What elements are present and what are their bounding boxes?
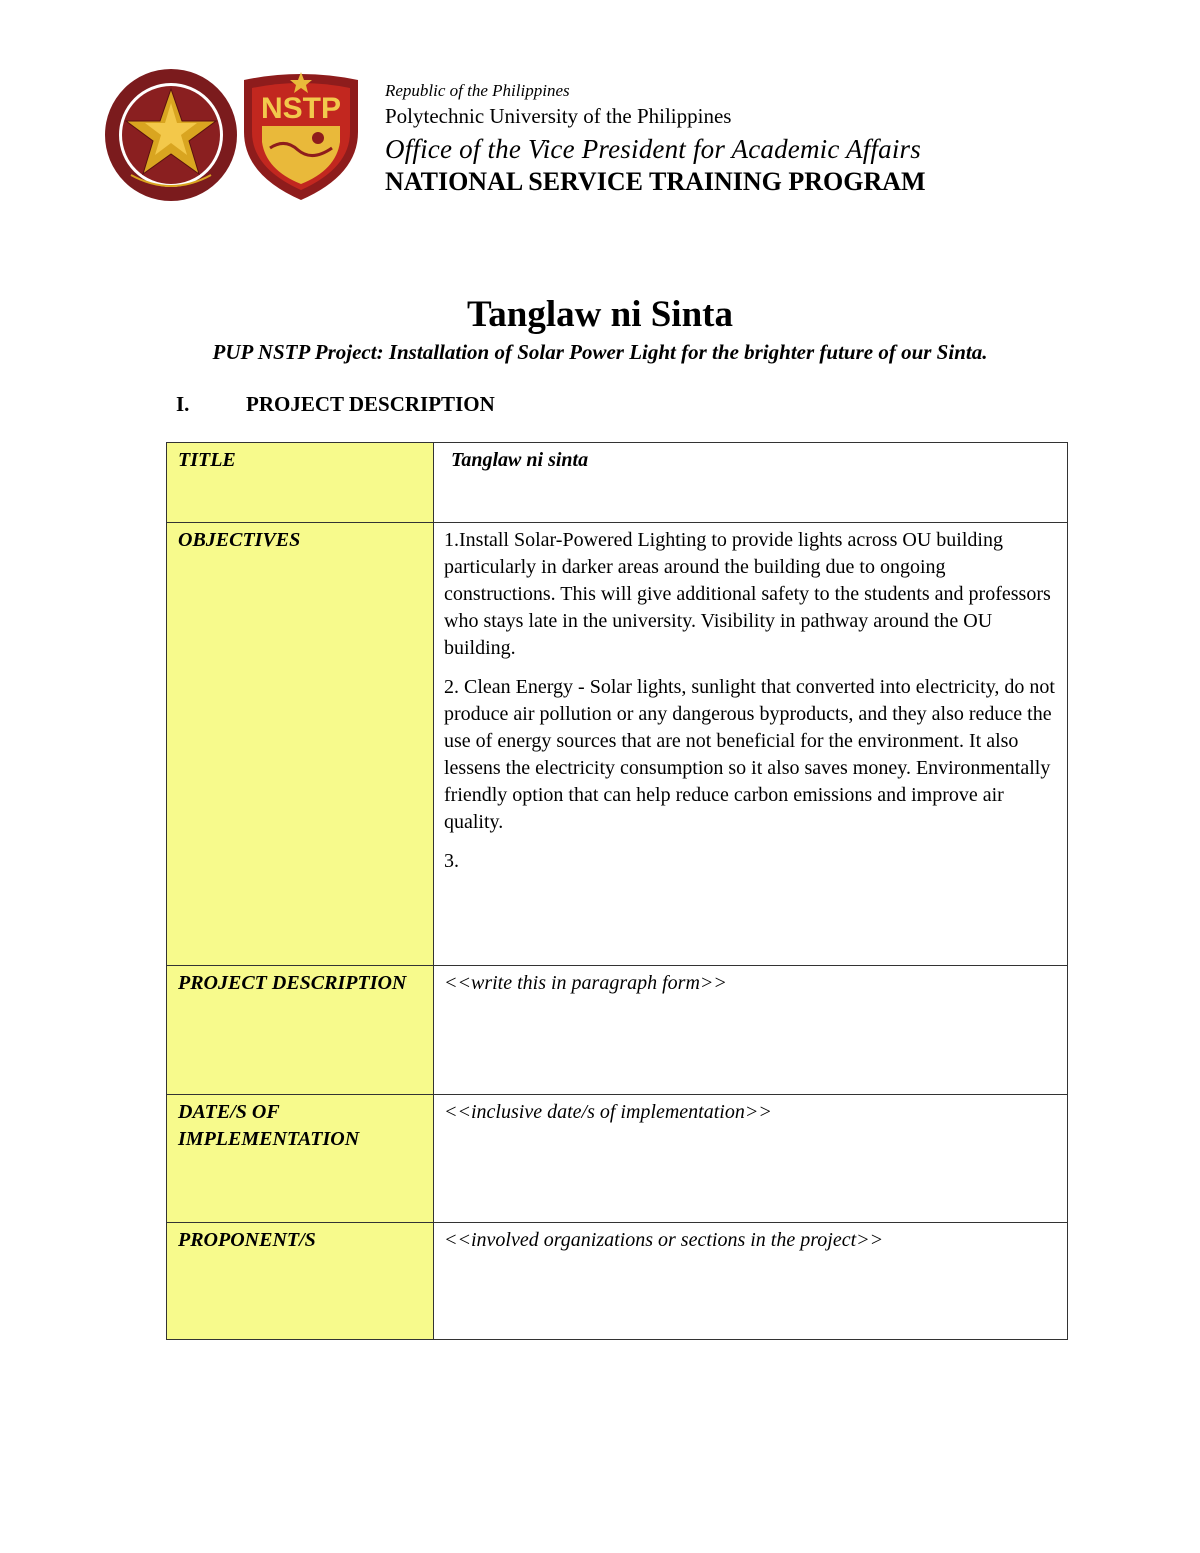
row-label-proponents: PROPONENT/S (167, 1223, 434, 1340)
nstp-shield-logo (240, 70, 362, 202)
document-subtitle: PUP NSTP Project: Installation of Solar Power Light for the brighter future of our Sinta. (212, 340, 988, 364)
objective-2: 2. Clean Energy - Solar lights, sunlight that converted into electricity, do not produce air pollution or any dangerous byproducts, and they also reduce the use of energy sources that are not beneficial for the environment. It also lessens the electricity consumption so it also saves money. Environmentally friendly option that can help reduce carbon emissions and improve air quality. (444, 676, 1055, 833)
project-title-value: Tanglaw ni sinta (451, 449, 589, 471)
letterhead (385, 80, 926, 197)
project-description-table (166, 442, 1068, 1340)
table-row (167, 1095, 1068, 1223)
row-value-proponents: <<involved organizations or sections in the project>> (434, 1223, 1068, 1340)
section-heading (176, 391, 495, 417)
program-name: NATIONAL SERVICE TRAINING PROGRAM (385, 167, 926, 196)
table-row (167, 1223, 1068, 1340)
table-row (167, 443, 1068, 523)
row-value-objectives (434, 523, 1068, 966)
row-label-project-description: PROJECT DESCRIPTION (167, 966, 434, 1095)
table-row (167, 523, 1068, 966)
nstp-logo-text: NSTP (260, 92, 342, 125)
row-label-dates: DATE/S OF IMPLEMENTATION (167, 1095, 434, 1223)
objective-3: 3. (444, 850, 459, 872)
objective-1: 1.Install Solar-Powered Lighting to provide lights across OU building particularly in darker areas around the building due to ongoing constructions. This will give additional safety to the students and professors who stays late in the university. Visibility in pathway around the OU building. (444, 529, 1051, 659)
section-title: PROJECT DESCRIPTION (246, 392, 495, 416)
row-label-title: TITLE (167, 443, 434, 523)
republic-line: Republic of the Philippines (385, 81, 570, 100)
section-number: I. (176, 392, 190, 416)
row-label-objectives: OBJECTIVES (167, 523, 434, 966)
document-title: Tanglaw ni Sinta (467, 294, 733, 335)
university-name: Polytechnic University of the Philippines (385, 104, 732, 128)
pup-seal-logo (103, 67, 239, 203)
row-value-title (434, 443, 1068, 523)
office-name: Office of the Vice President for Academic Affairs (385, 134, 921, 164)
row-value-project-description: <<write this in paragraph form>> (434, 966, 1068, 1095)
table-row (167, 966, 1068, 1095)
row-value-dates: <<inclusive date/s of implementation>> (434, 1095, 1068, 1223)
